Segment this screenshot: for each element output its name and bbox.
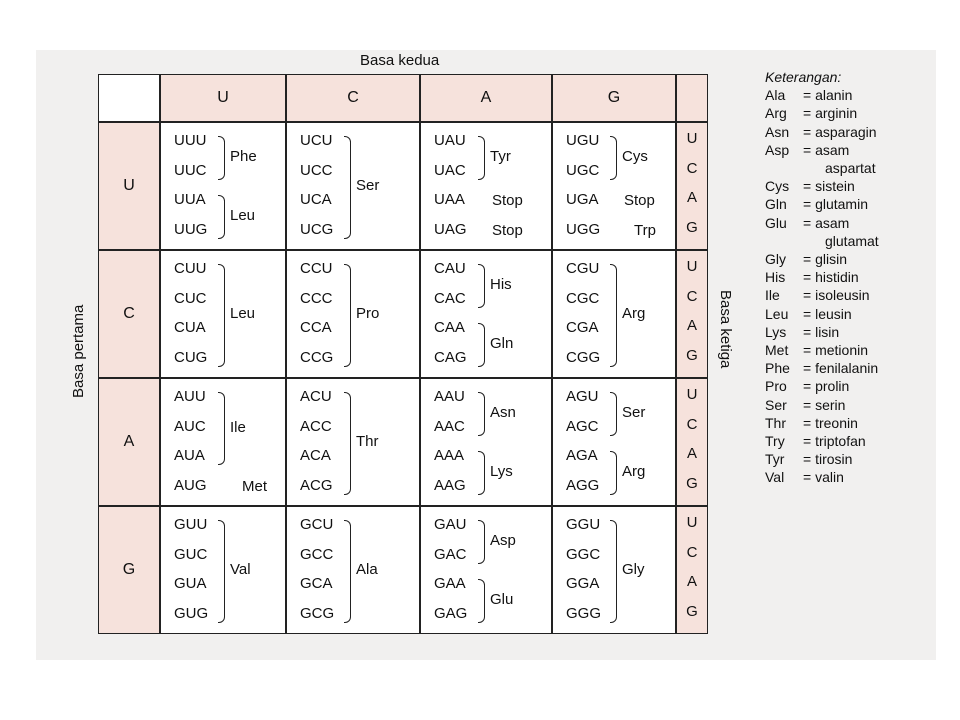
codon: GCU xyxy=(300,516,334,533)
legend-equals: = xyxy=(803,396,816,413)
third-base-letter: C xyxy=(686,415,698,433)
legend-equals: = xyxy=(803,342,816,359)
legend-abbr: His xyxy=(765,269,786,286)
third-base-letter: U xyxy=(686,130,698,147)
legend-abbr: Arg xyxy=(765,105,787,122)
legend-name: alanin xyxy=(815,87,853,104)
legend xyxy=(765,68,879,487)
legend-abbr: Thr xyxy=(765,414,786,431)
brace xyxy=(478,579,485,623)
codon: AGA xyxy=(566,447,598,464)
amino-acid-label: Met xyxy=(242,477,268,495)
legend-abbr: Gly xyxy=(765,251,786,268)
legend-name: asam xyxy=(815,141,850,158)
legend-equals: = xyxy=(803,87,816,104)
second-base-g: G xyxy=(552,74,676,122)
third-base-letter: C xyxy=(686,543,698,561)
third-base-letter: A xyxy=(686,445,697,462)
brace xyxy=(610,392,617,436)
codon: AGU xyxy=(566,388,599,405)
legend-name: asam xyxy=(815,214,850,231)
legend-equals: = xyxy=(803,178,816,195)
first-base-a: A xyxy=(98,378,160,506)
legend-equals: = xyxy=(803,451,816,468)
codon: CCA xyxy=(300,319,332,336)
legend-equals: = xyxy=(803,269,816,286)
legend-name: triptofan xyxy=(815,433,866,450)
codon: UCU xyxy=(300,132,333,149)
brace xyxy=(478,136,485,180)
brace xyxy=(478,392,485,436)
third-base-title: Basa ketiga xyxy=(717,290,734,369)
legend-name-continued: aspartat xyxy=(825,160,876,177)
codon: GAU xyxy=(434,516,467,533)
codon: GCG xyxy=(300,604,335,622)
legend-abbr: Phe xyxy=(765,360,790,377)
first-base-u: U xyxy=(98,122,160,250)
legend-abbr: Glu xyxy=(765,214,787,231)
legend-equals: = xyxy=(803,105,816,122)
legend-item xyxy=(765,323,879,341)
legend-equals: = xyxy=(803,251,816,268)
codon: UUC xyxy=(174,161,207,179)
codon: CGA xyxy=(566,319,599,336)
codon: AUA xyxy=(174,447,205,464)
third-base-letter: A xyxy=(686,189,697,206)
brace xyxy=(610,136,617,180)
legend-name: tirosin xyxy=(815,451,853,468)
codon: AAG xyxy=(434,476,466,494)
brace xyxy=(478,323,485,367)
first-base-g: G xyxy=(98,506,160,634)
codon: UGC xyxy=(566,161,600,179)
third-base-letter: G xyxy=(686,346,698,364)
codon: CCU xyxy=(300,260,333,277)
amino-acid-label: Asn xyxy=(490,403,516,421)
amino-acid-label: Stop xyxy=(492,221,523,239)
codon-table xyxy=(98,74,708,634)
legend-equals: = xyxy=(803,305,816,322)
codon: GCA xyxy=(300,575,333,592)
legend-name: prolin xyxy=(815,378,850,395)
codon: ACU xyxy=(300,388,332,405)
brace xyxy=(344,392,351,495)
legend-abbr: Try xyxy=(765,433,785,450)
legend-abbr: Asn xyxy=(765,123,790,140)
amino-acid-label: Ala xyxy=(356,561,378,579)
codon: GGG xyxy=(566,604,602,622)
third-base-letter: G xyxy=(686,602,698,620)
codon: CCG xyxy=(300,348,334,366)
amino-acid-label: Arg xyxy=(622,305,646,323)
brace xyxy=(610,451,617,495)
brace xyxy=(478,520,485,564)
codon: CGC xyxy=(566,289,600,307)
codon: AAA xyxy=(434,447,465,464)
legend-item xyxy=(765,450,879,468)
legend-abbr: Ala xyxy=(765,87,786,104)
amino-acid-label: Trp xyxy=(634,221,656,239)
third-base-letter: C xyxy=(686,287,698,305)
legend-name: leusin xyxy=(815,305,852,322)
brace xyxy=(218,195,225,239)
codon: UAG xyxy=(434,220,467,238)
amino-acid-label: Tyr xyxy=(490,147,511,165)
codon: UGA xyxy=(566,191,599,208)
codon: AGG xyxy=(566,476,600,494)
codon: AAC xyxy=(434,417,465,435)
brace xyxy=(344,136,351,239)
amino-acid-label: Phe xyxy=(230,147,257,165)
second-base-u: U xyxy=(160,74,286,122)
third-base-letter: G xyxy=(686,474,698,492)
amino-acid-label: Leu xyxy=(230,206,256,224)
amino-acid-label: Stop xyxy=(492,192,523,209)
legend-abbr: Asp xyxy=(765,141,790,158)
legend-item xyxy=(765,250,879,268)
codon: AUG xyxy=(174,476,207,494)
legend-abbr: Lys xyxy=(765,323,787,340)
second-base-c: C xyxy=(286,74,420,122)
first-base-c: C xyxy=(98,250,160,378)
amino-acid-label: Pro xyxy=(356,305,380,323)
legend-equals: = xyxy=(803,360,816,377)
legend-name: glisin xyxy=(815,251,847,268)
legend-item xyxy=(765,432,879,450)
codon: UAC xyxy=(434,161,466,179)
legend-item xyxy=(765,123,879,141)
legend-name: lisin xyxy=(815,323,840,340)
codon: UUG xyxy=(174,220,208,238)
brace xyxy=(610,520,617,623)
legend-name-continued: glutamat xyxy=(825,232,879,249)
third-base-letter: A xyxy=(686,573,697,590)
codon: AGC xyxy=(566,417,599,435)
legend-list xyxy=(765,86,879,486)
codon: GCC xyxy=(300,545,334,563)
brace xyxy=(218,264,225,367)
legend-equals: = xyxy=(803,378,816,395)
legend-equals: = xyxy=(803,414,816,431)
codon: CUG xyxy=(174,348,208,366)
codon: CGU xyxy=(566,260,600,277)
brace xyxy=(610,264,617,367)
second-base-title: Basa kedua xyxy=(360,52,440,69)
codon: ACA xyxy=(300,447,331,464)
codon: GUA xyxy=(174,575,207,592)
legend-abbr: Ile xyxy=(765,287,780,304)
legend-abbr: Pro xyxy=(765,378,787,395)
amino-acid-label: Val xyxy=(230,561,251,579)
third-base-header xyxy=(676,74,708,122)
legend-equals: = xyxy=(803,323,816,340)
legend-item xyxy=(765,177,879,195)
legend-abbr: Tyr xyxy=(765,451,785,468)
legend-name: asparagin xyxy=(815,123,877,140)
legend-item xyxy=(765,359,879,377)
codon: UGU xyxy=(566,132,600,149)
codon: UCG xyxy=(300,220,334,238)
codon: AUU xyxy=(174,388,206,405)
codon: UAA xyxy=(434,191,465,208)
third-base-letter: U xyxy=(686,514,698,531)
codon: CCC xyxy=(300,289,333,307)
codon: CUC xyxy=(174,289,207,307)
amino-acid-label: Leu xyxy=(230,305,256,323)
codon: UCA xyxy=(300,191,332,208)
codon: CAG xyxy=(434,348,467,366)
brace xyxy=(344,264,351,367)
second-base-a: A xyxy=(420,74,552,122)
brace xyxy=(218,520,225,623)
codon: ACG xyxy=(300,476,333,494)
legend-item xyxy=(765,141,879,159)
legend-abbr: Cys xyxy=(765,178,790,195)
legend-name: histidin xyxy=(815,269,859,286)
legend-title: Keterangan: xyxy=(765,69,842,85)
third-base-letter: U xyxy=(686,258,698,275)
legend-equals: = xyxy=(803,287,816,304)
codon: GAC xyxy=(434,545,467,563)
amino-acid-label: Gln xyxy=(490,334,514,352)
legend-name: metionin xyxy=(815,342,868,359)
amino-acid-label: Gly xyxy=(622,561,645,579)
brace xyxy=(218,136,225,180)
legend-item xyxy=(765,214,879,232)
amino-acid-label: Ser xyxy=(356,177,380,195)
legend-abbr: Met xyxy=(765,342,789,359)
codon: CAC xyxy=(434,289,466,307)
codon: GGU xyxy=(566,516,601,533)
amino-acid-label: Asp xyxy=(490,531,516,549)
codon: AUC xyxy=(174,417,206,435)
codon: UUU xyxy=(174,132,207,149)
codon: GGC xyxy=(566,545,601,563)
legend-item xyxy=(765,104,879,122)
brace xyxy=(344,520,351,623)
legend-name: serin xyxy=(815,396,846,413)
third-base-letter: C xyxy=(686,159,698,177)
codon: AAU xyxy=(434,388,465,405)
brace xyxy=(478,264,485,308)
codon: CUU xyxy=(174,260,207,277)
legend-abbr: Gln xyxy=(765,196,787,213)
legend-equals: = xyxy=(803,123,816,140)
codon: UAU xyxy=(434,132,466,149)
amino-acid-label: Ile xyxy=(230,418,246,436)
brace xyxy=(478,451,485,495)
legend-equals: = xyxy=(803,141,816,158)
third-base-letter: G xyxy=(686,218,698,236)
legend-item xyxy=(765,268,879,286)
codon: CAU xyxy=(434,260,466,277)
third-base-letter: U xyxy=(686,386,698,403)
legend-item xyxy=(765,286,879,304)
legend-abbr: Leu xyxy=(765,305,789,322)
codon: GAA xyxy=(434,575,466,592)
legend-equals: = xyxy=(803,214,816,231)
legend-name: treonin xyxy=(815,414,858,431)
legend-name: valin xyxy=(815,469,844,486)
legend-item xyxy=(765,396,879,414)
brace xyxy=(218,392,225,465)
legend-item xyxy=(765,414,879,432)
amino-acid-label: Lys xyxy=(490,462,513,480)
codon: UUA xyxy=(174,191,206,208)
codon: UGG xyxy=(566,220,601,238)
legend-name: arginin xyxy=(815,105,858,122)
codon: GAG xyxy=(434,604,468,622)
amino-acid-label: Ser xyxy=(622,403,646,421)
legend-item xyxy=(765,86,879,104)
legend-item xyxy=(765,305,879,323)
codon: CUA xyxy=(174,319,206,336)
codon: GGA xyxy=(566,575,600,592)
codon: UCC xyxy=(300,161,333,179)
legend-equals: = xyxy=(803,469,816,486)
amino-acid-label: His xyxy=(490,275,512,293)
legend-equals: = xyxy=(803,196,816,213)
legend-name: glutamin xyxy=(815,196,868,213)
legend-equals: = xyxy=(803,433,816,450)
codon: GUC xyxy=(174,545,208,563)
legend-item xyxy=(765,377,879,395)
legend-item xyxy=(765,195,879,213)
amino-acid-label: Arg xyxy=(622,462,646,480)
legend-abbr: Ser xyxy=(765,396,787,413)
third-base-letter: A xyxy=(686,317,697,334)
codon: GUU xyxy=(174,516,208,533)
legend-name: fenilalanin xyxy=(815,360,879,377)
amino-acid-label: Thr xyxy=(356,433,379,451)
legend-name: sistein xyxy=(815,178,855,195)
corner-cell xyxy=(98,74,160,122)
amino-acid-label: Stop xyxy=(624,192,655,209)
legend-item xyxy=(765,341,879,359)
codon: GUG xyxy=(174,604,209,622)
first-base-title: Basa pertama xyxy=(70,304,87,398)
codon: ACC xyxy=(300,417,332,435)
codon: CGG xyxy=(566,348,601,366)
amino-acid-label: Cys xyxy=(622,147,648,165)
legend-name: isoleusin xyxy=(815,287,870,304)
legend-item xyxy=(765,468,879,486)
amino-acid-label: Glu xyxy=(490,590,514,608)
legend-abbr: Val xyxy=(765,469,785,486)
codon: CAA xyxy=(434,319,465,336)
